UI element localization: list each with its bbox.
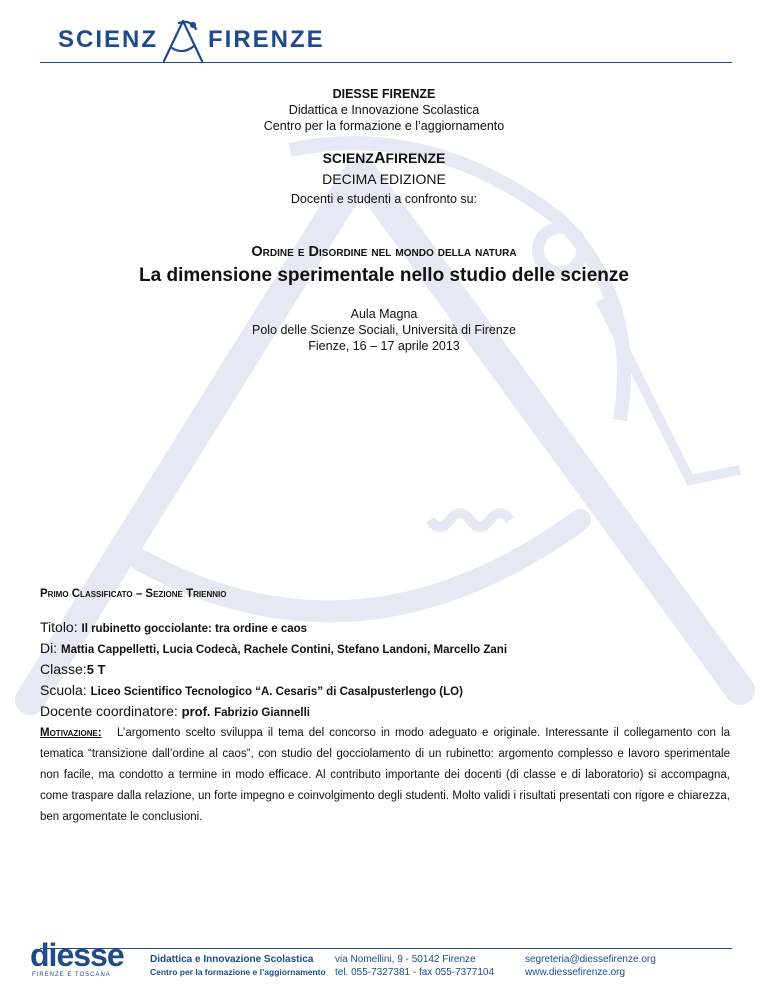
organizer-line2: Centro per la formazione e l’aggiornamento xyxy=(263,119,505,133)
venue-name: Aula Magna xyxy=(350,307,418,321)
scienzafirenze-logo xyxy=(58,10,325,70)
footer-email-link[interactable]: segreteria@diessefirenze.org xyxy=(525,954,656,965)
award-authors: Mattia Cappelletti, Lucia Codecà, Rachele Contini, Stefano Landoni, Marcello Zani xyxy=(61,644,508,656)
theme-block xyxy=(0,244,768,288)
venue-block xyxy=(0,306,768,354)
footer-phone-fax: tel. 055-7327381 - fax 055-7377104 xyxy=(335,967,495,978)
footer-address-line1: via Nomellini, 9 - 50142 Firenze xyxy=(335,954,476,965)
award-class-row: Classe:5 T xyxy=(40,661,106,677)
event-edition: DECIMA EDIZIONE xyxy=(322,171,446,187)
footer-contacts xyxy=(525,953,656,979)
award-class: 5 T xyxy=(86,662,106,677)
award-school-row: Scuola: Liceo Scientifico Tecnologico “A. Cesaris” di Casalpusterlengo (LO) xyxy=(40,682,463,698)
footer-address xyxy=(335,953,494,979)
event-subtitle: Docenti e studenti a confronto su: xyxy=(290,192,478,206)
footer-org-line2: Centro per la formazione e l’aggiornamento xyxy=(150,967,326,977)
motivation-text: L’argomento scelto sviluppa il tema del concorso in modo adeguato e originale. Interessante il collegamento con la tematica “transizione dall’ordine al caos”, con studio del gocciolamento di un rubinetto: argomento complesso e lavoro sperimentale non facile, ma condotto a termine in modo efficace. Al contributo importante dei docenti (di classe e di laboratorio) si accompagna, come traspare dalla relazione, un forte impegno e coinvolgimento degli studenti. Molto validi i risultati presentati con rigore e chiarezza, ben argomentate le conclusioni. xyxy=(40,727,730,823)
footer-divider xyxy=(40,948,732,949)
award-title: Il rubinetto gocciolante: tra ordine e caos xyxy=(81,623,308,635)
footer-website-link[interactable]: www.diessefirenze.org xyxy=(525,967,626,978)
event-title: La dimensione sperimentale nello studio delle scienze xyxy=(139,265,629,286)
header-divider xyxy=(40,62,732,63)
logo-text-left: SCIENZ xyxy=(58,26,159,53)
footer-org xyxy=(150,953,326,979)
award-title-row: Titolo: Il rubinetto gocciolante: tra ordine e caos xyxy=(40,619,308,635)
venue-place: Polo delle Scienze Sociali, Università di Firenze xyxy=(251,323,516,337)
award-teacher: Fabrizio Giannelli xyxy=(214,707,310,719)
organizer-line1: Didattica e Innovazione Scolastica xyxy=(288,103,480,117)
award-section xyxy=(40,585,730,604)
diesse-brand-sub: FIRENZE E TOSCANA xyxy=(32,972,111,978)
award-teacher-row: Docente coordinatore: prof. Fabrizio Giannelli xyxy=(40,703,310,719)
event-block xyxy=(0,150,768,207)
award-authors-row: Di: Mattia Cappelletti, Lucia Codecà, Rachele Contini, Stefano Landoni, Marcello Zani xyxy=(40,640,508,656)
organizer-block xyxy=(0,86,768,134)
award-details xyxy=(40,618,730,828)
event-theme: Ordine e Disordine nel mondo della natura xyxy=(251,244,517,260)
event-dates: Fienze, 16 – 17 aprile 2013 xyxy=(308,339,460,353)
footer-org-line1: Didattica e Innovazione Scolastica xyxy=(150,954,314,965)
motivation-label: Motivazione: xyxy=(40,727,102,739)
award-motivation xyxy=(40,723,730,828)
event-name: SCIENZAFIRENZE xyxy=(322,150,446,167)
organizer-name: DIESSE FIRENZE xyxy=(332,87,436,101)
compass-a-logo-icon xyxy=(160,15,206,65)
logo-text-right: FIRENZE xyxy=(208,26,325,53)
award-section-title: Primo Classificato – Sezione Triennio xyxy=(40,588,227,600)
award-school: Liceo Scientifico Tecnologico “A. Cesaris” di Casalpusterlengo (LO) xyxy=(90,686,463,698)
diesse-brand: diesse xyxy=(30,937,124,973)
diesse-logo xyxy=(30,938,124,978)
